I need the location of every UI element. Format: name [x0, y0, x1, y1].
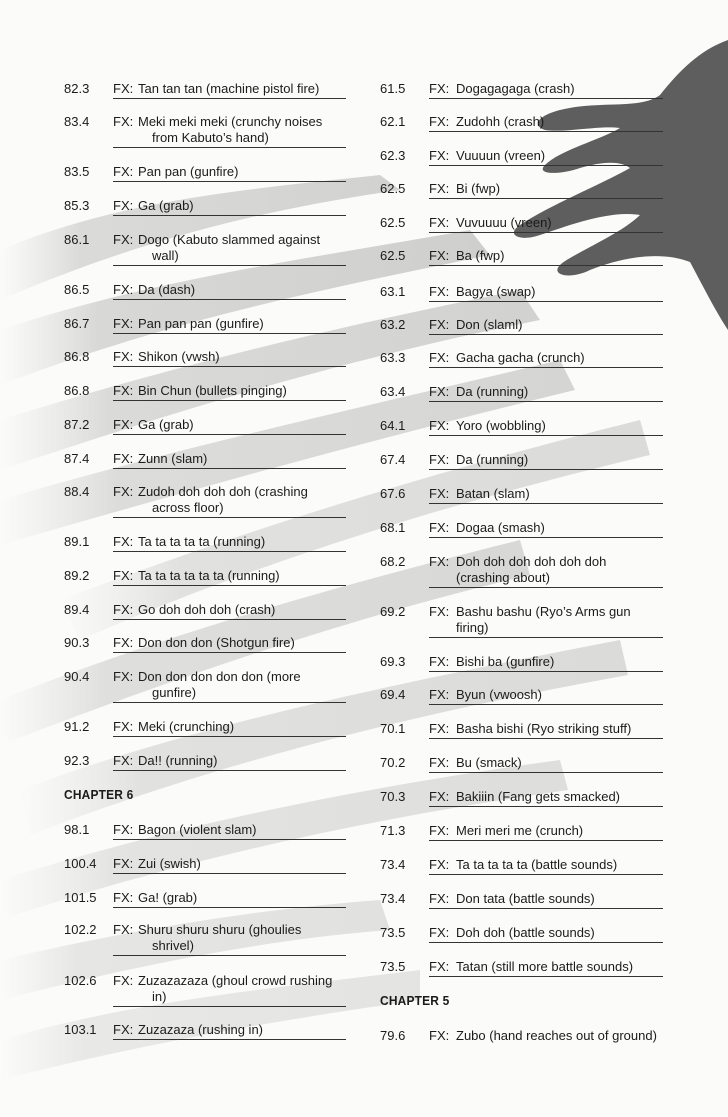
fx-label: FX:	[113, 164, 134, 179]
fx-description: Bagya (swap)	[456, 284, 536, 299]
page-panel-number: 101.5	[64, 890, 97, 905]
page-panel-number: 103.1	[64, 1022, 97, 1037]
fx-description: in)	[152, 989, 167, 1004]
fx-description: Don don don (Shotgun fire)	[138, 635, 295, 650]
page-panel-number: 86.8	[64, 383, 90, 398]
fx-label: FX:	[113, 383, 134, 398]
page-panel-number: 73.4	[380, 891, 406, 906]
page-panel-number: 63.2	[380, 317, 406, 332]
fx-description: Bagon (violent slam)	[138, 822, 257, 837]
entry-underline	[429, 637, 663, 638]
page-panel-number: 64.1	[380, 418, 406, 433]
fx-description: firing)	[456, 620, 489, 635]
fx-label: FX:	[429, 215, 450, 230]
fx-label: FX:	[113, 349, 134, 364]
page-panel-number: 86.5	[64, 282, 90, 297]
fx-label: FX:	[113, 534, 134, 549]
fx-description: Go doh doh doh (crash)	[138, 602, 276, 617]
fx-description: Basha bishi (Ryo striking stuff)	[456, 721, 632, 736]
entry-underline	[429, 942, 663, 943]
entry-underline	[113, 1039, 346, 1040]
fx-description: Zuzazaza (rushing in)	[138, 1022, 263, 1037]
page-panel-number: 100.4	[64, 856, 97, 871]
fx-description: Meki (crunching)	[138, 719, 235, 734]
entry-underline	[429, 301, 663, 302]
fx-description: from Kabuto’s hand)	[152, 130, 269, 145]
entry-underline	[113, 434, 346, 435]
fx-label: FX:	[113, 822, 134, 837]
page-panel-number: 83.5	[64, 164, 90, 179]
entry-underline	[113, 907, 346, 908]
page-panel-number: 61.5	[380, 81, 406, 96]
entry-underline	[113, 1006, 346, 1007]
entry-underline	[429, 401, 663, 402]
fx-description: shrivel)	[152, 938, 194, 953]
page-panel-number: 68.2	[380, 554, 406, 569]
entry-underline	[429, 806, 663, 807]
page-panel-number: 102.2	[64, 922, 97, 937]
fx-label: FX:	[113, 81, 134, 96]
fx-description: Meki meki meki (crunchy noises	[138, 114, 323, 129]
fx-description: Don don don don don (more	[138, 669, 301, 684]
fx-label: FX:	[113, 635, 134, 650]
entry-underline	[113, 955, 346, 956]
fx-label: FX:	[113, 602, 134, 617]
fx-description: Bishi ba (gunfire)	[456, 654, 555, 669]
fx-label: FX:	[113, 451, 134, 466]
fx-description: (crashing about)	[456, 570, 550, 585]
fx-description: Tan tan tan (machine pistol fire)	[138, 81, 320, 96]
fx-label: FX:	[429, 384, 450, 399]
fx-description: Tatan (still more battle sounds)	[456, 959, 634, 974]
fx-label: FX:	[429, 687, 450, 702]
fx-label: FX:	[429, 520, 450, 535]
fx-description: Zudohh (crash)	[456, 114, 545, 129]
entry-underline	[113, 400, 346, 401]
fx-label: FX:	[429, 721, 450, 736]
fx-label: FX:	[429, 789, 450, 804]
entry-underline	[113, 265, 346, 266]
entry-underline	[113, 299, 346, 300]
page-panel-number: 85.3	[64, 198, 90, 213]
fx-label: FX:	[429, 755, 450, 770]
fx-label: FX:	[429, 959, 450, 974]
page-panel-number: 63.3	[380, 350, 406, 365]
fx-description: Zudoh doh doh doh (crashing	[138, 484, 308, 499]
fx-description: Bu (smack)	[456, 755, 522, 770]
entry-underline	[429, 908, 663, 909]
page-panel-number: 62.3	[380, 148, 406, 163]
fx-label: FX:	[429, 148, 450, 163]
page-panel-number: 98.1	[64, 822, 90, 837]
fx-description: Ta ta ta ta ta (battle sounds)	[456, 857, 618, 872]
entry-underline	[429, 587, 663, 588]
page-panel-number: 88.4	[64, 484, 90, 499]
entry-underline	[113, 839, 346, 840]
page-panel-number: 73.4	[380, 857, 406, 872]
entry-underline	[429, 874, 663, 875]
page-panel-number: 68.1	[380, 520, 406, 535]
fx-description: Da (dash)	[138, 282, 196, 297]
page-panel-number: 69.3	[380, 654, 406, 669]
fx-description: Shikon (vwsh)	[138, 349, 220, 364]
page-panel-number: 83.4	[64, 114, 90, 129]
entry-underline	[113, 770, 346, 771]
fx-label: FX:	[429, 857, 450, 872]
fx-label: FX:	[429, 823, 450, 838]
fx-description: Ta ta ta ta ta (running)	[138, 534, 266, 549]
entry-underline	[429, 232, 663, 233]
entry-underline	[113, 468, 346, 469]
fx-description: Don (slaml)	[456, 317, 523, 332]
page-panel-number: 67.4	[380, 452, 406, 467]
entry-underline	[429, 131, 663, 132]
fx-label: FX:	[429, 317, 450, 332]
page-panel-number: 70.3	[380, 789, 406, 804]
entry-underline	[113, 366, 346, 367]
page-panel-number: 87.2	[64, 417, 90, 432]
page-panel-number: 63.1	[380, 284, 406, 299]
fx-description: Da!! (running)	[138, 753, 218, 768]
chapter-heading: CHAPTER 5	[380, 993, 450, 1008]
page-panel-number: 73.5	[380, 925, 406, 940]
fx-label: FX:	[429, 81, 450, 96]
page-panel-number: 62.1	[380, 114, 406, 129]
fx-description: Da (running)	[456, 384, 529, 399]
page-panel-number: 89.2	[64, 568, 90, 583]
page-panel-number: 62.5	[380, 215, 406, 230]
page-panel-number: 70.2	[380, 755, 406, 770]
entry-underline	[113, 215, 346, 216]
fx-description: across floor)	[152, 500, 224, 515]
fx-label: FX:	[113, 922, 134, 937]
page-panel-number: 69.2	[380, 604, 406, 619]
entry-underline	[113, 333, 346, 334]
entry-underline	[429, 367, 663, 368]
fx-label: FX:	[113, 114, 134, 129]
fx-description: Meri meri me (crunch)	[456, 823, 584, 838]
entry-underline	[429, 98, 663, 99]
entry-underline	[429, 704, 663, 705]
fx-description: Shuru shuru shuru (ghoulies	[138, 922, 302, 937]
fx-description: Pan pan (gunfire)	[138, 164, 239, 179]
fx-description: Zuzazazaza (ghoul crowd rushing	[138, 973, 333, 988]
fx-description: Zunn (slam)	[138, 451, 208, 466]
fx-label: FX:	[429, 891, 450, 906]
entry-underline	[429, 165, 663, 166]
fx-description: Ba (fwp)	[456, 248, 505, 263]
fx-description: Zui (swish)	[138, 856, 201, 871]
fx-label: FX:	[429, 284, 450, 299]
fx-description: Vuuuun (vreen)	[456, 148, 546, 163]
fx-label: FX:	[429, 350, 450, 365]
page-panel-number: 90.4	[64, 669, 90, 684]
entry-underline	[429, 772, 663, 773]
fx-description: Gacha gacha (crunch)	[456, 350, 585, 365]
page-panel-number: 86.8	[64, 349, 90, 364]
entry-underline	[429, 334, 663, 335]
fx-description: Dogagagaga (crash)	[456, 81, 575, 96]
page-panel-number: 86.7	[64, 316, 90, 331]
fx-description: Yoro (wobbling)	[456, 418, 546, 433]
fx-description: Ga (grab)	[138, 417, 194, 432]
page-panel-number: 91.2	[64, 719, 90, 734]
fx-label: FX:	[429, 654, 450, 669]
page-panel-number: 62.5	[380, 181, 406, 196]
entry-underline	[113, 652, 346, 653]
entry-underline	[429, 671, 663, 672]
fx-label: FX:	[113, 417, 134, 432]
fx-label: FX:	[429, 486, 450, 501]
fx-description: Pan pan pan (gunfire)	[138, 316, 264, 331]
chapter-heading: CHAPTER 6	[64, 787, 134, 802]
page-panel-number: 87.4	[64, 451, 90, 466]
entry-underline	[429, 738, 663, 739]
fx-description: Batan (slam)	[456, 486, 530, 501]
fx-description: Da (running)	[456, 452, 529, 467]
fx-label: FX:	[113, 282, 134, 297]
fx-label: FX:	[113, 232, 134, 247]
page-panel-number: 82.3	[64, 81, 90, 96]
fx-label: FX:	[429, 925, 450, 940]
fx-description: Bin Chun (bullets pinging)	[138, 383, 287, 398]
page-panel-number: 73.5	[380, 959, 406, 974]
fx-label: FX:	[113, 719, 134, 734]
page-panel-number: 89.1	[64, 534, 90, 549]
fx-label: FX:	[429, 418, 450, 433]
fx-label: FX:	[113, 856, 134, 871]
entry-underline	[429, 537, 663, 538]
entry-underline	[113, 147, 346, 148]
entry-underline	[113, 181, 346, 182]
fx-label: FX:	[113, 753, 134, 768]
fx-label: FX:	[429, 114, 450, 129]
fx-description: Ga! (grab)	[138, 890, 198, 905]
entry-underline	[113, 551, 346, 552]
fx-description: Bashu bashu (Ryo’s Arms gun	[456, 604, 631, 619]
entry-underline	[113, 517, 346, 518]
fx-label: FX:	[113, 316, 134, 331]
fx-description: Don tata (battle sounds)	[456, 891, 595, 906]
fx-description: wall)	[152, 248, 179, 263]
fx-description: Doh doh doh doh doh doh	[456, 554, 607, 569]
entry-underline	[429, 840, 663, 841]
fx-description: Zubo (hand reaches out of ground)	[456, 1028, 657, 1043]
fx-description: Dogo (Kabuto slammed against	[138, 232, 321, 247]
entry-underline	[113, 873, 346, 874]
page-panel-number: 86.1	[64, 232, 90, 247]
entry-underline	[113, 736, 346, 737]
fx-label: FX:	[429, 554, 450, 569]
page-panel-number: 90.3	[64, 635, 90, 650]
fx-label: FX:	[429, 604, 450, 619]
entry-underline	[113, 619, 346, 620]
fx-description: gunfire)	[152, 685, 197, 700]
page-panel-number: 79.6	[380, 1028, 406, 1043]
fx-label: FX:	[429, 452, 450, 467]
page-panel-number: 92.3	[64, 753, 90, 768]
page-panel-number: 70.1	[380, 721, 406, 736]
fx-description: Bakiiin (Fang gets smacked)	[456, 789, 621, 804]
page-panel-number: 71.3	[380, 823, 406, 838]
fx-label: FX:	[113, 198, 134, 213]
fx-label: FX:	[113, 1022, 134, 1037]
fx-label: FX:	[429, 1028, 450, 1043]
fx-label: FX:	[113, 669, 134, 684]
fx-description: Vuvuuuu (vreen)	[456, 215, 552, 230]
entry-underline	[429, 503, 663, 504]
fx-label: FX:	[113, 973, 134, 988]
page-panel-number: 69.4	[380, 687, 406, 702]
fx-label: FX:	[113, 484, 134, 499]
fx-label: FX:	[113, 890, 134, 905]
fx-description: Byun (vwoosh)	[456, 687, 542, 702]
fx-description: Bi (fwp)	[456, 181, 501, 196]
entry-underline	[113, 585, 346, 586]
page-panel-number: 89.4	[64, 602, 90, 617]
fx-label: FX:	[113, 568, 134, 583]
page-panel-number: 67.6	[380, 486, 406, 501]
entry-underline	[429, 198, 663, 199]
fx-label: FX:	[429, 181, 450, 196]
page-panel-number: 102.6	[64, 973, 97, 988]
fx-description: Ga (grab)	[138, 198, 194, 213]
fx-label: FX:	[429, 248, 450, 263]
page-panel-number: 62.5	[380, 248, 406, 263]
entry-underline	[113, 98, 346, 99]
entry-underline	[429, 976, 663, 977]
fx-description: Doh doh (battle sounds)	[456, 925, 595, 940]
fx-description: Ta ta ta ta ta ta (running)	[138, 568, 280, 583]
entry-underline	[113, 702, 346, 703]
entry-underline	[429, 265, 663, 266]
entry-underline	[429, 435, 663, 436]
fx-description: Dogaa (smash)	[456, 520, 545, 535]
page-panel-number: 63.4	[380, 384, 406, 399]
entry-underline	[429, 469, 663, 470]
